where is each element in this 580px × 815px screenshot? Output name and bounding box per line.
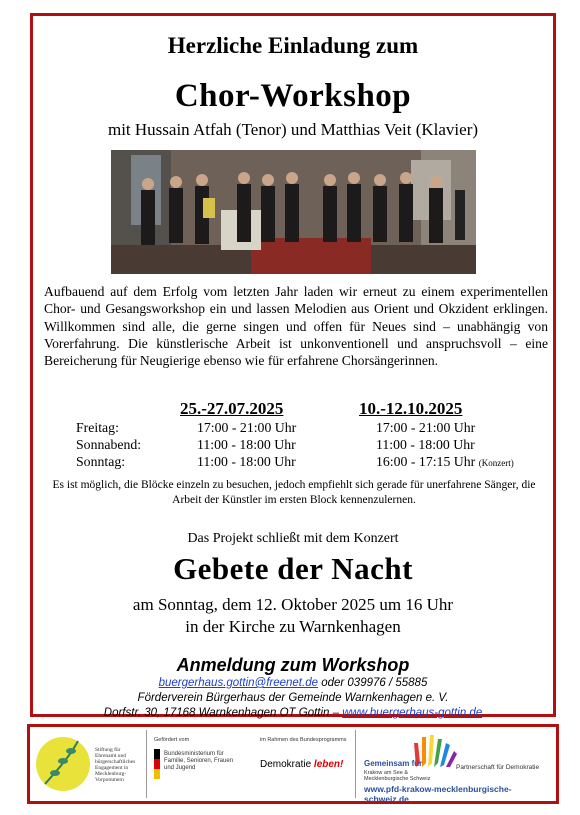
gemeinsam-text: Gemeinsam für xyxy=(364,759,423,768)
workshop-subtitle: mit Hussain Atfah (Tenor) und Matthias Veit (Klavier) xyxy=(107,120,479,139)
workshop-title: Chor-Workshop xyxy=(174,78,412,114)
website-link[interactable]: www.buergerhaus-gottin.de xyxy=(342,707,483,719)
concert-intro: Das Projekt schließt mit dem Konzert xyxy=(187,531,399,546)
block1-dates: 25.-27.07.2025 xyxy=(180,399,284,418)
address-text: Dorfstr. 30, 17168 Warnkenhagen OT Gottin – xyxy=(103,707,343,719)
schedule-days xyxy=(76,420,141,470)
day-label: Freitag: xyxy=(76,420,119,435)
divider xyxy=(355,730,356,798)
divider xyxy=(146,730,147,798)
concert-date: am Sonntag, dem 12. Oktober 2025 um 16 Uhr xyxy=(132,595,454,614)
ehrenamt-text: Stiftung für Ehrenamt und bürgerschaftliches Engagement in Mecklenburg-Vorpommern xyxy=(95,747,136,783)
registration-contact xyxy=(30,676,556,721)
rahmen-label: im Rahmen des Bundesprogramms xyxy=(260,737,347,743)
concert-note: (Konzert) xyxy=(478,457,514,468)
ministry-text: Bundesministerium für Familie, Senioren, Frauen und Jugend xyxy=(164,751,234,771)
phone-text: oder 039976 / 55885 xyxy=(318,677,428,689)
attendance-note: Es ist möglich, die Blöcke einzeln zu besuchen, jedoch empfiehlt sich gerade für unerfahrene Sänger, die Arbeit der Künstler im ersten Block kennenzulernen. xyxy=(52,479,536,506)
bmfsfj-logo xyxy=(150,735,350,795)
time-slot: 16:00 - 17:15 Uhr xyxy=(376,453,476,469)
intro-paragraph: Aufbauend auf dem Erfolg vom letzten Jahr laden wir erneut zu einem experimentellen Chor- und Gesangsworkshop ein und lassen Melodien aus Orient und Okzident erklingen. Willkommen sind alle, die gerne singen und offen für Neues sind – unabhängig von Vorerfahrung. Die künstlerische Arbeit ist unkonventionell und anspruchsvoll – eine Bereicherung für Neugierige ebenso wie für erfahrene Chorsängerinnen. xyxy=(44,284,548,369)
time-slot: 17:00 - 21:00 Uhr xyxy=(376,420,476,435)
invitation-line: Herzliche Einladung zum xyxy=(167,33,419,58)
demokratie-text: Demokratie xyxy=(260,759,312,770)
gemeinsam-sub: Krakow am See & Mecklenburgische Schweiz xyxy=(364,770,431,782)
day-label: Sonntag: xyxy=(76,453,126,469)
leben-text: leben! xyxy=(313,759,344,770)
email-link[interactable]: buergerhaus.gottin@freenet.de xyxy=(158,677,318,689)
day-label: Sonnabend: xyxy=(76,436,142,452)
time-slot: 17:00 - 21:00 Uhr xyxy=(197,420,297,435)
gefoerdert-label: Gefördert vom xyxy=(154,737,190,743)
schedule-block2 xyxy=(376,420,514,471)
concert-title: Gebete der Nacht xyxy=(173,551,413,586)
choir-photo xyxy=(111,150,476,274)
demokratie-logo xyxy=(260,759,343,770)
pfd-logo xyxy=(360,731,555,804)
ehrenamt-logo xyxy=(33,729,143,799)
flag-icon xyxy=(154,749,160,779)
block2-dates: 10.-12.10.2025 xyxy=(359,399,463,418)
time-slot: 11:00 - 18:00 Uhr xyxy=(197,453,296,469)
schedule-block1 xyxy=(197,420,296,470)
partnerschaft-text: Partnerschaft für Demokratie xyxy=(456,764,540,771)
registration-title: Anmeldung zum Workshop xyxy=(176,655,410,675)
time-slot: 11:00 - 18:00 Uhr xyxy=(197,436,296,452)
time-slot: 11:00 - 18:00 Uhr xyxy=(376,436,475,452)
concert-location: in der Kirche zu Warnkenhagen xyxy=(185,617,401,636)
concert-details xyxy=(30,594,556,638)
pfd-url[interactable]: www.pfd-krakow-mecklenburgische-schweiz.de xyxy=(364,784,512,804)
organization-name: Förderverein Bürgerhaus der Gemeinde Warnkenhagen e. V. xyxy=(137,692,449,704)
